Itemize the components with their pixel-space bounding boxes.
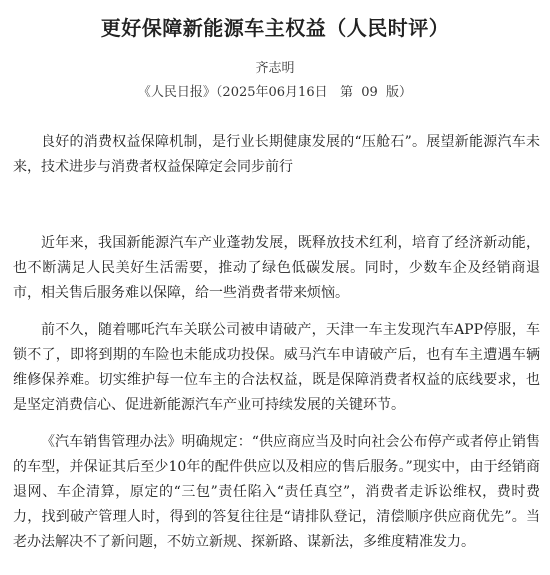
article-source: 《人民日报》（2025年06月16日 第 09 版） bbox=[137, 85, 413, 100]
paragraph: 近年来，我国新能源汽车产业蓬勃发展，既释放技术红利，培育了经济新动能，也不断满足人民美好生活需要，推动了绿色低碳发展。同时，少数车企及经销商退市，相关售后服务难以保障，给一些消费者带来烦恼。 bbox=[13, 235, 540, 301]
paragraph: 《汽车销售管理办法》明确规定：“供应商应当及时向社会公布停产或者停止销售的车型，并保证其后至少10年的配件供应以及相应的售后服务。”现实中，由于经销商退网、车企清算，原定的“三包”责任陷入“责任真空”，消费者走诉讼维权，费时费力，找到破产管理人时，得到的答复往往是“请排队登记，清偿顺序供应商优先”。当老办法解决不了新问题，不妨立新规、探新路、谋新法，多维度精准发力。 bbox=[13, 434, 540, 550]
paragraph-summary: 良好的消费权益保障机制，是行业长期健康发展的“压舱石”。展望新能源汽车未来，技术进步与消费者权益保障定会同步前行 bbox=[13, 134, 540, 175]
article-title: 更好保障新能源车主权益（人民时评） bbox=[100, 16, 450, 40]
paragraph: 前不久，随着哪吒汽车关联公司被申请破产，天津一车主发现汽车APP停服，车锁不了，即将到期的车险也未能成功投保。威马汽车申请破产后，也有车主遭遇车辆维修保养难。切实维护每一位车主的合法权益，既是保障消费者权益的底线要求，也是坚定消费信心、促进新能源汽车产业可持续发展的关键环节。 bbox=[13, 322, 540, 413]
article-author: 齐志明 bbox=[255, 61, 295, 76]
